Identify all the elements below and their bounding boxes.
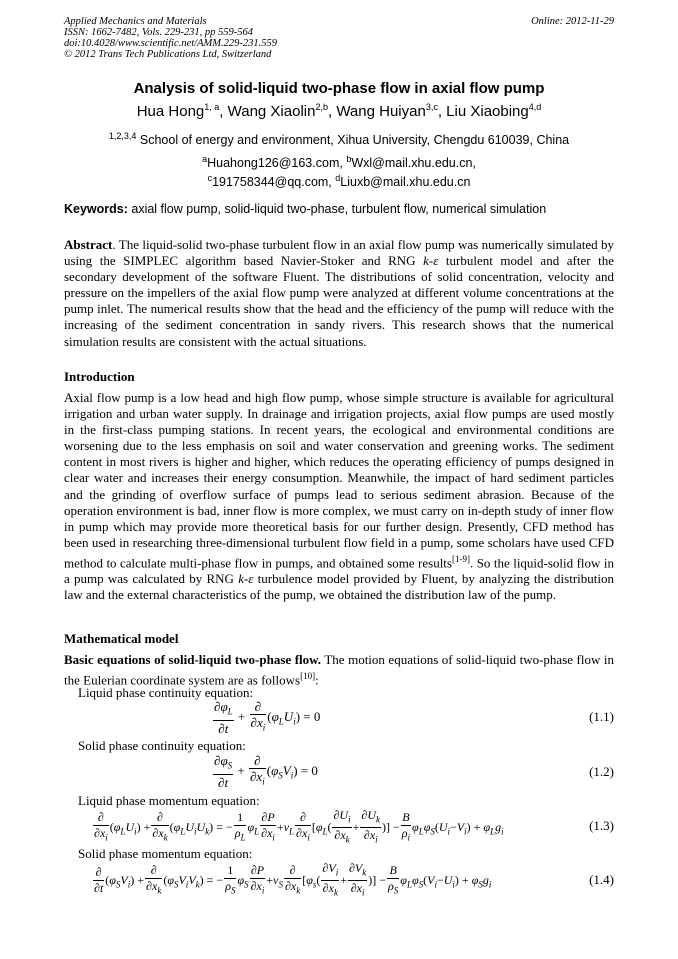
affiliation-sup: 1,2,3,4 bbox=[108, 131, 137, 141]
math-text-end: : bbox=[315, 672, 319, 688]
author-sup: 2,b bbox=[315, 102, 328, 112]
email-a: Huahong126@163.com, bbox=[207, 156, 343, 171]
author-list: Hua Hong$^{1, a}$, Wang Xiaolin$^{2,b}$, Wang Huiyan$^{3,c}$, Liu Xiaobing$^{4,d}$ bbox=[136, 102, 542, 120]
eq-number: (1.2) bbox=[589, 764, 614, 779]
intro-heading: Introduction bbox=[64, 369, 135, 384]
abstract-text: . The liquid-solid two-phase turbulent flow in an axial flow pump was numerically simulated by using the SIMPLEC algorithm based Navier-Stoker and RNG bbox=[64, 237, 614, 269]
email-b: Wxl@mail.xhu.edu.cn, bbox=[351, 156, 476, 171]
math-subheading: Basic equations of solid-liquid two-phase flow. bbox=[64, 652, 322, 667]
email-block: $^a$Huahong126@163.com, $^b$Wxl@mail.xhu.edu.cn, $^c$191758344@qq.com, $^d$Liuxb@mail.xhu.edu.cn bbox=[202, 154, 476, 190]
author-sup: 1, a bbox=[204, 102, 220, 112]
equation-1-2: $\frac{\partial\varphi_S}{\partial t}$ + $\frac{\partial}{\partial x_i}$ $(\varphi_SV_i) = 0$ bbox=[214, 753, 318, 790]
online-date: Online: 2012-11-29 bbox=[531, 16, 614, 27]
author-sup: 3,c bbox=[425, 102, 438, 112]
author-name: Wang Huiyan bbox=[336, 103, 426, 120]
paper-title: Analysis of solid-liquid two-phase flow in axial flow pump bbox=[133, 80, 545, 97]
keywords-text: axial flow pump, solid-liquid two-phase, turbulent flow, numerical simulation bbox=[127, 202, 547, 216]
math-paragraph bbox=[64, 652, 614, 689]
intro-ref: [1-9] bbox=[451, 553, 470, 564]
affiliation-text: School of energy and environment, Xihua University, Chengdu 610039, China bbox=[136, 133, 570, 148]
abstract bbox=[64, 237, 614, 350]
author-name: Hua Hong bbox=[136, 103, 205, 120]
abstract-ke: k-ε bbox=[423, 253, 439, 269]
equation-1-3: $\frac{\partial}{\partial x_i}$ $(\varphi_LU_i)$ + $\frac{\partial}{\partial x_k}$ $(\varphi_LU_iU_k)$ = − $\frac{1}{\rho_L}$ $\varphi_L$ $\frac{\partial P}{\partial x_i}$ $+v_L$ $\frac{\partial}{\partial x_i}$ [$\varphi_L$( $\frac{\partial U_i}{\partial x_k}$ + $\frac{\partial U_k}{\partial x_i}$ )] − $\frac{B}{\rho_i}$ $\varphi_L\varphi_S(U_i-V_i) + \varphi_Lg_i$ bbox=[94, 808, 504, 845]
intro-text-3: turbulence model provided by Fluent, by analyzing the distribution law and the external characteristics of the pump, we obtained the distribution law of the pump. bbox=[64, 571, 615, 603]
label-solid-momentum: Solid phase momentum equation: bbox=[78, 846, 253, 861]
label-solid-continuity: Solid phase continuity equation: bbox=[78, 738, 246, 753]
label-liquid-continuity: Liquid phase continuity equation: bbox=[78, 685, 254, 700]
label-liquid-momentum: Liquid phase momentum equation: bbox=[78, 793, 260, 808]
math-heading: Mathematical model bbox=[64, 631, 179, 646]
intro-ke: k-ε bbox=[238, 571, 254, 587]
math-ref: [10] bbox=[300, 671, 316, 682]
eq-number: (1.1) bbox=[589, 709, 614, 724]
author-name: Wang Xiaolin bbox=[227, 103, 316, 120]
intro-text: Axial flow pump is a low head and high flow pump, whose simple structure is available for agricultural irrigation and urban water supply. In drainage and irrigation projects, axial flow pumps are used mostly in the first-class pumping stations. In recent years, the ecological and environmental conditions are worsening due to the less emphasis on soil and water conservation and greening works. The sediment content in most rivers is higher and higher, which reduces the operating efficiency of pumps designed in clear water and increases their energy consumption. Meanwhile, the impact of hard sediment particles and the grinding of overflow surface of pumps lead to serious sediment abrasion. Because of the operation environment is bad, inner flow is more complex, we must carry on in-depth study of inner flow in pump which may provide more theoretical basis for our further design. Presently, CFD method has been used in researching three-dimensional turbulent flow field in a pump, some scholars have used CFD method to calculate multi-phase flow in pumps, and obtained some results bbox=[64, 390, 614, 571]
keywords-label: Keywords: bbox=[64, 202, 128, 216]
author-sup: 4,d bbox=[528, 102, 542, 112]
copyright-line: © 2012 Trans Tech Publications Ltd, Switzerland bbox=[64, 49, 272, 60]
equation-1-4: $\frac{\partial}{\partial t}$ $(\varphi_SV_i)$ + $\frac{\partial}{\partial x_k}$ $(\varphi_SV_iV_k)$ = − $\frac{1}{\rho_S}$ $\varphi_S$ $\frac{\partial P}{\partial x_i}$ $+v_S$ $\frac{\partial}{\partial x_k}$ [$\varphi_s$( $\frac{\partial V_i}{\partial x_k}$ + $\frac{\partial V_k}{\partial x_i}$ )] − $\frac{B}{\rho_S}$ $\varphi_L\varphi_S(V_i-U_i) + \varphi_Sg_i$ bbox=[94, 861, 492, 898]
eq-number: (1.4) bbox=[589, 872, 614, 887]
journal-header bbox=[64, 16, 277, 60]
equation-1-1: $\frac{\partial\varphi_L}{\partial t}$ + $\frac{\partial}{\partial x_i}$ $(\varphi_LU_i) = 0$ bbox=[214, 699, 321, 736]
affiliation bbox=[0, 131, 678, 147]
doi-line: doi:10.4028/www.scientific.net/AMM.229-231.559 bbox=[64, 38, 277, 49]
email-c: 191758344@qq.com, bbox=[212, 175, 332, 190]
intro-paragraph bbox=[64, 390, 614, 604]
abstract-text-2: turbulent model and after the secondary development of the software Fluent. The distributions of solid concentration, velocity and pressure on the impellers of the axial flow pump were analyzed at different volume concentrations at the pump inlet. The numerical results show that the head and the efficiency of the pump will reduce with the increasing of the sediment concentration in sandy rivers. This research shows that the numerical simulation results are consistent with the actual situations. bbox=[64, 253, 614, 349]
math-text: The motion equations of solid-liquid two-phase flow in the Eulerian coordinate system are as follows bbox=[64, 652, 614, 688]
email-d: Liuxb@mail.xhu.edu.cn bbox=[340, 175, 471, 190]
keywords bbox=[64, 202, 546, 216]
abstract-label: Abstract bbox=[64, 237, 113, 252]
issn-line: ISSN: 1662-7482, Vols. 229-231, pp 559-564 bbox=[64, 27, 253, 38]
journal-name: Applied Mechanics and Materials bbox=[64, 16, 207, 27]
eq-number: (1.3) bbox=[589, 818, 614, 833]
author-name: Liu Xiaobing bbox=[446, 103, 529, 120]
intro-text-2: . So the liquid-solid flow in a pump was calculated by RNG bbox=[64, 555, 614, 587]
